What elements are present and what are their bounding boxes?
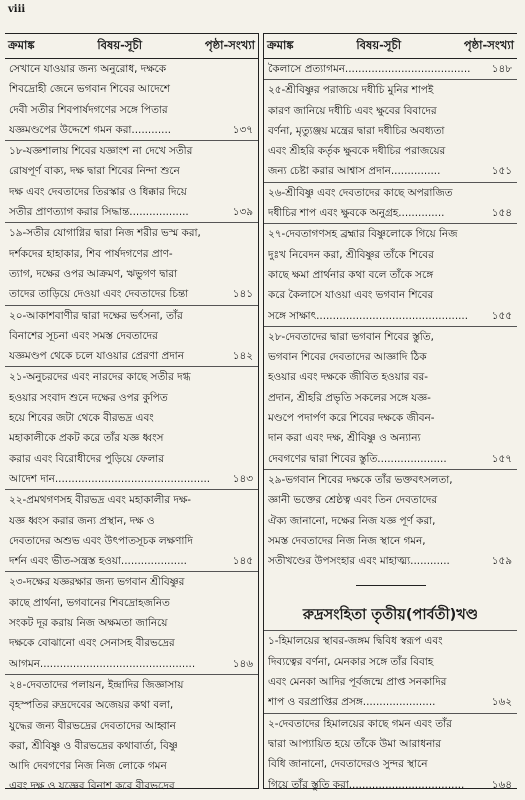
entry-line: ভগবান শিবের দেবতাদের আজ্ঞাদি ঠিক [268, 351, 427, 364]
entry-line: দ্বারা আপ্যায়িত হয়ে তাঁকে উমা আরাধনার [268, 737, 442, 750]
header-serial: ক্রমাঙ্ক [8, 37, 35, 52]
entry-line: দক্ষ এবং দেবতাদের তিরস্কার ও ধিক্কার দিয়ে [9, 185, 187, 198]
entry-line: দান করা এবং দক্ষ, শ্রীবিষ্ণু ও অন্যান্য [268, 432, 421, 445]
entry-page-number: ১৫৭ [491, 452, 512, 465]
toc-entry [264, 80, 517, 182]
left-entry-list [5, 59, 258, 797]
table-of-contents [5, 33, 517, 793]
toc-entry [5, 223, 258, 305]
entry-line: আদি দেবগণের নিজ নিজ লোকে গমন [9, 760, 167, 773]
entry-line: বিনাশের সূচনা এবং সমস্ত দেবতাদের [9, 329, 158, 342]
entry-line: বৃহস্পতির রুদ্রদেবের অজেয়র কথা বলা, [9, 699, 174, 712]
entry-line: দেবগণের দ্বারা শিবের স্তুতি..................... [268, 452, 447, 465]
page-number: viii [8, 4, 26, 15]
entry-line: ২৬-শ্রীবিষ্ণু এবং দেবতাদের কাছে অপরাজিত [268, 186, 453, 199]
entry-line: কাছে ক্ষমা প্রার্থনার কথা বলে তাঁকে সঙ্গে [268, 268, 434, 281]
entry-line: দর্শকদের হাহাকার, শিব পার্ষদগণের প্রাণ- [9, 247, 173, 260]
toc-entry [5, 367, 258, 490]
entry-line: সংকট দূর করায় নিজ অক্ষমতা জানিয়ে [9, 617, 168, 630]
entry-page-number: ১৫৪ [491, 207, 512, 220]
entry-line: মহাকালীকে প্রকট করে তাঁর যজ্ঞ ধ্বংস [9, 432, 164, 445]
entry-line: ২১-অনুচরদের এবং নারদের কাছে সতীর দগ্ধ [9, 371, 191, 384]
entry-line: দর্শন এবং ভীত-সন্ত্রস্ত হওয়া.................... [9, 555, 187, 568]
entry-line: শিবদ্রোহী জেনে ভগবান শিবের আদেশে [9, 83, 170, 96]
toc-entry [264, 470, 517, 571]
entry-line: কৈলাসে প্রত্যাগমন...................................... [268, 63, 471, 75]
entry-page-number: ১৪২ [232, 350, 253, 363]
entry-line: তাদের তাড়িয়ে দেওয়া এবং দেবতাদের চিন্তা [9, 288, 189, 301]
entry-line: ১৯-সতীর যোগাগ্নির দ্বারা নিজ শরীর ভস্ম করা, [9, 227, 201, 240]
toc-entry [264, 183, 517, 225]
entry-line: ২-দেবতাদের হিমালয়ের কাছে গমন এবং তাঁর [268, 717, 452, 730]
entry-line: সঙ্গে সাক্ষাৎ.............................................. [268, 309, 469, 322]
entry-line: দধীচির শাপ এবং ক্ষুবকে অনুগ্রহ.............. [268, 207, 445, 220]
entry-line: দুঃখ নিবেদন করা, শ্রীবিষ্ণুর তাঁকে শিবের [268, 248, 434, 261]
header-subject: বিষয়-সূচী [356, 37, 401, 52]
entry-line: ২৫-শ্রীবিষ্ণুর পরাজয়ে দধীচি মুনির শাপই [268, 84, 434, 97]
entry-line: মণ্ডপে পদার্পণ করে শিবের দক্ষকে জীবন- [268, 412, 435, 425]
entry-line: যজ্ঞমণ্ডপ থেকে চলে যাওয়ার প্রেরণা প্রদান [9, 350, 184, 363]
entry-line: দেবতাদের অশুভ এবং উৎপাতসূচক লক্ষণাদি [9, 534, 193, 547]
entry-line: শাপ ও বরপ্রাপ্তির প্রসঙ্গ...................... [268, 696, 436, 709]
toc-entry [264, 631, 517, 713]
entry-line: ২৩-দক্ষের যজ্ঞরক্ষার জন্য ভগবান শ্রীবিষ্ণুর [9, 576, 185, 589]
entry-line: ত্যাগ, দক্ষের ওপর আক্রমণ, ঋভুগণ দ্বারা [9, 267, 178, 280]
toc-entry [264, 59, 517, 80]
entry-line: কারণ জানিয়ে দধীচি এবং ক্ষুবের বিবাদের [268, 104, 437, 117]
entry-line: এবং শ্রীহরি কর্তৃক ক্ষুবকে দধীচির পরাজয়ের [268, 145, 446, 158]
toc-entry [5, 490, 258, 572]
column-header [264, 34, 517, 59]
section-heading [264, 571, 517, 631]
entry-page-number: ১৪৫ [232, 555, 253, 568]
entry-line: করার এবং বিরোধীদের পুড়িয়ে ফেলার [9, 452, 164, 465]
entry-line: ঐক্য জানানো, দক্ষের নিজ যজ্ঞ পূর্ণ করা, [268, 514, 436, 527]
entry-line: হওয়ার সংবাদ শুনে দক্ষের ওপর কুপিত [9, 391, 168, 404]
entry-line: সতীর প্রাণত্যাগ করার সিদ্ধান্ত.................. [9, 206, 189, 219]
entry-line: ২২-প্রমথগণসহ বীরভদ্র এবং মহাকালীর দক্ষ- [9, 494, 192, 507]
header-page: পৃষ্ঠা-সংখ্যা [204, 37, 255, 52]
entry-page-number: ১৫১ [491, 165, 512, 178]
toc-entry [5, 572, 258, 674]
entry-page-number: ১৫৯ [491, 555, 512, 568]
section-divider [356, 585, 426, 586]
entry-line: দেবী সতীর শিবপার্ষদগণের সঙ্গে পিতার [9, 103, 168, 116]
entry-line: ১৮-যজ্ঞশালায় শিবের যজ্ঞাংশ না দেখে সতীর [9, 145, 193, 158]
entry-line: সেখানে যাওয়ার জন্য অনুরোধ, দক্ষকে [9, 63, 167, 75]
toc-entry [264, 714, 517, 795]
entry-line: বর্ণনা, মৃত্যুঞ্জয় মন্ত্রের দ্বারা দধীচির অবধ্যতা [268, 124, 445, 137]
entry-page-number: ১৪৮ [491, 63, 512, 75]
entry-page-number: ১৩৯ [232, 206, 253, 219]
entry-line: হয়ে শিবের জটা থেকে বীরভদ্র এবং [9, 412, 154, 425]
toc-entry [264, 327, 517, 470]
entry-line: করে কৈলাসে যাওয়া এবং ভগবান শিবের [268, 289, 434, 302]
entry-line: এবং মেনকা আদির পূর্বজন্মে প্রাপ্ত সনকাদির [268, 676, 447, 689]
entry-line: আগমন............................................... [9, 657, 196, 670]
toc-entry [5, 141, 258, 223]
entry-page-number: ১৪১ [232, 288, 253, 301]
entry-page-number: ১৩৭ [232, 123, 253, 136]
entry-page-number: ১৬৪ [491, 778, 512, 791]
entry-line: যুদ্ধের জন্য বীরভদ্রের দেবতাদের আহ্বান [9, 719, 176, 732]
header-page: পৃষ্ঠা-সংখ্যা [463, 37, 514, 52]
entry-line: যজ্ঞমণ্ডপের উদ্দেশে গমন করা............ [9, 123, 172, 136]
entry-line: প্রদান, শ্রীহরি প্রভৃতি সকলের সঙ্গে যজ্ঞ- [268, 391, 431, 404]
section-title: রুদ্রসংহিতা তৃতীয়(পার্বতী)খণ্ড [302, 607, 479, 624]
entry-line: ২৭-দেবতাগণসহ ব্রহ্মার বিষ্ণুলোকে গিয়ে নিজ [268, 228, 458, 241]
section-entry-list [264, 631, 517, 794]
entry-line: জন্য চেষ্টা করার আশ্বাস প্রদান............... [268, 165, 441, 178]
column-header [5, 34, 258, 59]
entry-line: যজ্ঞ ধ্বংস করার জন্য প্রস্থান, দক্ষ ও [9, 514, 155, 527]
entry-line: ২৪-দেবতাদের পলায়ন, ইন্দ্রাদির জিজ্ঞাসায় [9, 678, 184, 691]
header-subject: বিষয়-সূচী [97, 37, 142, 52]
toc-entry [5, 59, 258, 141]
entry-line: ১-হিমালয়ের স্থাবর-জঙ্গম দ্বিবিধ স্বরূপ এবং [268, 635, 443, 648]
right-entry-list [264, 59, 517, 571]
toc-entry [264, 224, 517, 326]
entry-page-number: ১৪৩ [232, 472, 253, 485]
entry-page-number: ১৪৬ [232, 657, 253, 670]
entry-line: কাছে প্রার্থনা, ভগবানের শিবদ্রোহজনিত [9, 596, 170, 609]
entry-line: ২৮-দেবতাদের দ্বারা ভগবান শিবের স্তুতি, [268, 330, 434, 343]
entry-line: দক্ষকে বোঝানো এবং সেনাসহ বীরভদ্রের [9, 637, 175, 650]
entry-line: দিব্যত্বের বর্ণনা, মেনকার সঙ্গে তাঁর বিবাহ [268, 655, 434, 668]
toc-right-column [263, 33, 517, 789]
entry-page-number: ১৬২ [491, 696, 512, 709]
entry-line: বিধি জানানো, দেবতাদেরও সুন্দর স্থানে [268, 758, 428, 771]
entry-line: সতীখণ্ডের উপসংহার এবং মাহাত্ম্য............ [268, 555, 450, 568]
entry-line: হওয়ার এবং দক্ষকে জীবিত হওয়ার বর- [268, 371, 428, 384]
entry-line: গিয়ে তাঁর স্তুতি করা................................... [268, 778, 465, 791]
entry-line: রোষপূর্ণ বাক্য, দক্ষ দ্বারা শিবের নিন্দা শুনে [9, 165, 180, 178]
entry-line: সমস্ত দেবতাদের নিজ নিজ স্থানে গমন, [268, 534, 426, 547]
entry-page-number: ১৫৫ [491, 309, 512, 322]
entry-line: করা, শ্রীবিষ্ণু ও বীরভদ্রের কথাবার্তা, বিষ্ণু [9, 739, 178, 752]
toc-left-column [5, 33, 259, 793]
entry-line: ২৯-ভগবান শিবের দক্ষকে তাঁর ভক্তবৎসলতা, [268, 473, 453, 486]
entry-line: ২০-আকাশবাণীর দ্বারা দক্ষের ভর্ৎসনা, তাঁর [9, 309, 183, 322]
entry-line: জ্ঞানী ভক্তের শ্রেষ্ঠত্ব এবং তিন দেবতাদের [268, 494, 438, 507]
entry-line: এবং দক্ষ ও যজ্ঞের বিনাশ করে বীরভদ্রের [9, 780, 175, 793]
entry-line: আদেশ দান............................................... [9, 472, 211, 485]
toc-entry [5, 306, 258, 368]
toc-entry [5, 675, 258, 797]
header-serial: ক্রমাঙ্ক [267, 37, 294, 52]
